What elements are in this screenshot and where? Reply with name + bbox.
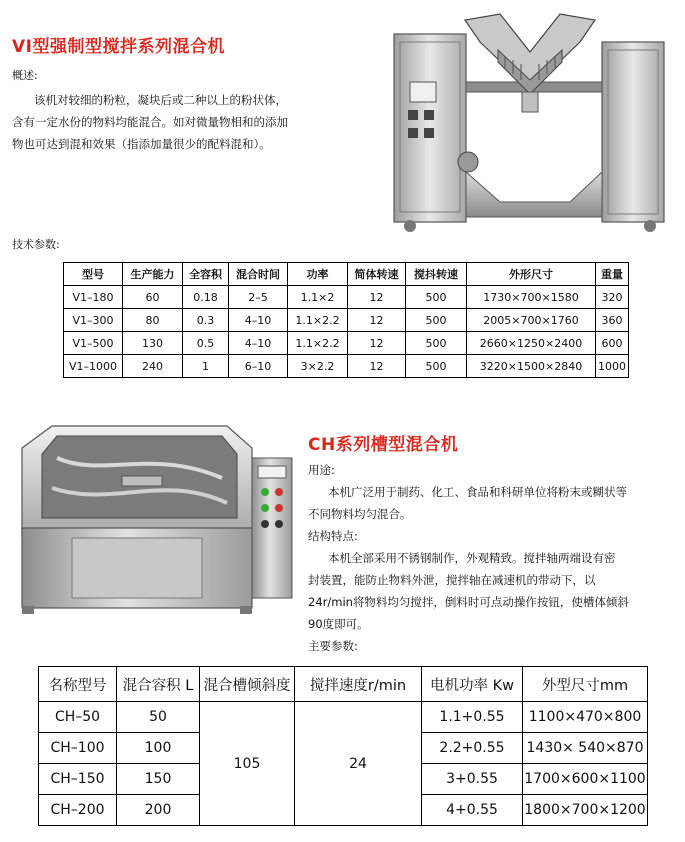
- params-label: 主要参数:: [308, 639, 358, 653]
- section1-params-label: 技术参数:: [12, 238, 60, 251]
- table-cell: 80: [123, 309, 183, 332]
- v-type-mixer-image: [380, 12, 675, 240]
- table-row: [64, 286, 629, 309]
- table-header-cell: 混合时间: [229, 263, 288, 286]
- table-row: [64, 355, 629, 378]
- usage-label: 用途:: [308, 463, 335, 477]
- structure-line: 封装置，能防止物料外泄，搅拌轴在减速机的带动下，以: [308, 573, 596, 587]
- structure-line: 90度即可。: [308, 617, 369, 631]
- table-header-cell: 混合槽倾斜度: [200, 667, 295, 702]
- section2-title: CH系列槽型混合机: [308, 435, 459, 455]
- usage-line: 本机广泛用于制药、化工、食品和科研单位将粉末或糊状等: [328, 485, 627, 499]
- table-header-cell: 功率: [288, 263, 348, 286]
- table-cell: 360: [596, 309, 629, 332]
- table-cell: 100: [117, 733, 200, 764]
- table-cell: 12: [348, 355, 406, 378]
- table-cell: 500: [406, 332, 467, 355]
- table-header-cell: 搅拌速度r/min: [295, 667, 422, 702]
- structure-line: 24r/min将物料均匀搅拌，倒料时可点动操作按钮，使槽体倾斜: [308, 595, 629, 609]
- tilt-cell: 105: [200, 702, 295, 826]
- table-cell: 12: [348, 332, 406, 355]
- table-row: [39, 702, 648, 733]
- table-cell: 500: [406, 355, 467, 378]
- usage-line: 不同物料均匀混合。: [308, 507, 412, 521]
- description-line: 该机对较细的粉粒，凝块后或二种以上的粉状体，: [34, 93, 287, 107]
- table-cell: 320: [596, 286, 629, 309]
- table-row: [64, 309, 629, 332]
- table-cell: 1730×700×1580: [467, 286, 596, 309]
- section1-overview-label: 概述:: [12, 69, 38, 82]
- table-cell: V1–1000: [64, 355, 123, 378]
- table-cell: 4–10: [229, 332, 288, 355]
- table-cell: 200: [117, 795, 200, 826]
- table-cell: 2–5: [229, 286, 288, 309]
- table-cell: CH–100: [39, 733, 117, 764]
- table-cell: 1700×600×1100: [523, 764, 648, 795]
- table-header-cell: 外型尺寸mm: [523, 667, 648, 702]
- table-header-cell: 外形尺寸: [467, 263, 596, 286]
- table-cell: 1100×470×800: [523, 702, 648, 733]
- table-header-cell: 生产能力: [123, 263, 183, 286]
- table-header-cell: 混合容积 L: [117, 667, 200, 702]
- section2-description: [308, 459, 680, 657]
- table-cell: 60: [123, 286, 183, 309]
- table-cell: CH–50: [39, 702, 117, 733]
- table-cell: 3+0.55: [422, 764, 523, 795]
- table-cell: 1.1×2: [288, 286, 348, 309]
- table-cell: 240: [123, 355, 183, 378]
- table-cell: CH–200: [39, 795, 117, 826]
- table-header-cell: 搅抖转速: [406, 263, 467, 286]
- table-cell: 3×2.2: [288, 355, 348, 378]
- table-header-cell: 全容积: [183, 263, 229, 286]
- table-cell: 6–10: [229, 355, 288, 378]
- table-cell: 1.1+0.55: [422, 702, 523, 733]
- table-row: [64, 332, 629, 355]
- table-header-row: [64, 263, 629, 286]
- table-header-row: [39, 667, 648, 702]
- speed-cell: 24: [295, 702, 422, 826]
- table-cell: 1000: [596, 355, 629, 378]
- table-cell: 0.3: [183, 309, 229, 332]
- table-cell: V1–300: [64, 309, 123, 332]
- table-cell: 1.1×2.2: [288, 309, 348, 332]
- table-cell: 130: [123, 332, 183, 355]
- ch-spec-table: [38, 666, 648, 826]
- table-cell: 4–10: [229, 309, 288, 332]
- table-header-cell: 名称型号: [39, 667, 117, 702]
- table-cell: V1–180: [64, 286, 123, 309]
- table-header-cell: 简体转速: [348, 263, 406, 286]
- table-cell: V1–500: [64, 332, 123, 355]
- table-cell: 2005×700×1760: [467, 309, 596, 332]
- table-header-cell: 电机功率 Kw: [422, 667, 523, 702]
- table-cell: 50: [117, 702, 200, 733]
- structure-line: 本机全部采用不锈钢制作，外观精致。搅拌轴两端设有密: [328, 551, 616, 565]
- table-cell: 3220×1500×2840: [467, 355, 596, 378]
- table-cell: 1.1×2.2: [288, 332, 348, 355]
- table-header-cell: 型号: [64, 263, 123, 286]
- table-cell: 0.18: [183, 286, 229, 309]
- section1-title: VI型强制型搅拌系列混合机: [12, 37, 225, 57]
- description-line: 含有一定水份的物料均能混合。如对微量物相和的添加: [12, 115, 288, 129]
- table-cell: 12: [348, 286, 406, 309]
- table-cell: 12: [348, 309, 406, 332]
- description-line: 物也可达到混和效果（指添加量很少的配料混和）。: [12, 137, 271, 151]
- table-cell: 500: [406, 286, 467, 309]
- table-cell: 500: [406, 309, 467, 332]
- table-cell: 150: [117, 764, 200, 795]
- table-cell: 1800×700×1200: [523, 795, 648, 826]
- table-cell: 2.2+0.55: [422, 733, 523, 764]
- section1-description: [12, 89, 372, 155]
- ch-trough-mixer-image: [12, 418, 302, 614]
- table-cell: 2660×1250×2400: [467, 332, 596, 355]
- v1-spec-table: [63, 262, 629, 378]
- structure-label: 结构特点:: [308, 529, 358, 543]
- table-cell: CH–150: [39, 764, 117, 795]
- table-header-cell: 重量: [596, 263, 629, 286]
- table-cell: 0.5: [183, 332, 229, 355]
- table-cell: 600: [596, 332, 629, 355]
- table-cell: 1: [183, 355, 229, 378]
- table-cell: 4+0.55: [422, 795, 523, 826]
- table-cell: 1430× 540×870: [523, 733, 648, 764]
